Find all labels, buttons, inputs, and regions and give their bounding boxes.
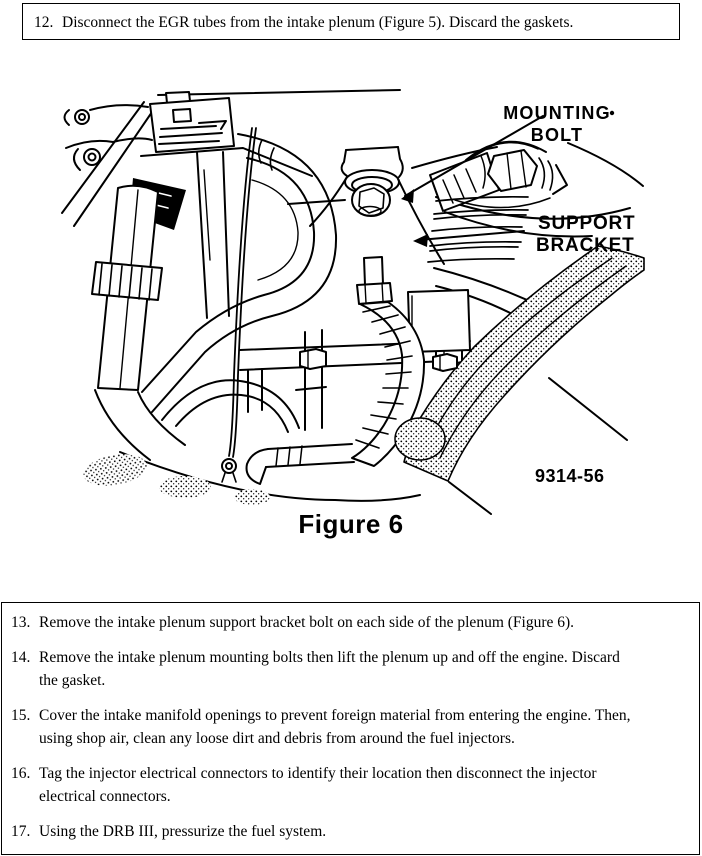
step-text-line: the gasket. [39, 672, 106, 689]
step-number: 17. [11, 823, 31, 840]
step-number: 14. [11, 649, 31, 666]
step-15 [11, 704, 693, 750]
label-mounting-bolt-line2: BOLT [530, 125, 584, 145]
step-text-line: Tag the injector electrical connectors to identify their location then disconnect the injector [39, 765, 597, 782]
figure-part-number: 9314-56 [535, 466, 605, 486]
connector-block [141, 92, 312, 176]
label-support-bracket-line2: BRACKET [536, 235, 635, 256]
step-17 [11, 820, 693, 843]
label-mounting-bolt-line1: MOUNTING [503, 103, 611, 123]
step-number: 13. [11, 614, 31, 631]
step-text-line: using shop air, clean any loose dirt and debris from around the fuel injectors. [39, 730, 515, 747]
step-text-line: Remove the intake plenum support bracket bolt on each side of the plenum (Figure 6). [39, 614, 575, 631]
step-text-line: Remove the intake plenum mounting bolts then lift the plenum up and off the engine. Discard [39, 649, 620, 666]
step-text-line: Using the DRB III, pressurize the fuel system. [39, 823, 327, 840]
step-number: 12. [34, 14, 54, 31]
instruction-box-steps-13-17 [1, 602, 700, 855]
step-text-line: electrical connectors. [39, 788, 171, 805]
step-number: 15. [11, 707, 31, 724]
label-support-bracket-line1: SUPPORT [538, 213, 636, 234]
arch-frames [162, 330, 326, 432]
left-tube-clamp [92, 186, 162, 390]
support-bracket-arrow [419, 231, 524, 240]
step-text: Disconnect the EGR tubes from the intake plenum (Figure 5). Discard the gaskets. [62, 14, 574, 31]
step-13 [11, 611, 693, 634]
step-16 [11, 762, 693, 808]
step-12 [34, 11, 673, 34]
mounting-bolt [430, 142, 567, 211]
vertical-tube [197, 152, 229, 318]
instruction-box-step-12 [22, 3, 680, 40]
step-14 [11, 646, 693, 692]
step-text-line: Cover the intake manifold openings to prevent foreign material from entering the engine. Then, [39, 707, 631, 724]
step-number: 16. [11, 765, 31, 782]
figure-caption: Figure 6 [298, 509, 404, 539]
bottom-pipe [247, 444, 354, 484]
